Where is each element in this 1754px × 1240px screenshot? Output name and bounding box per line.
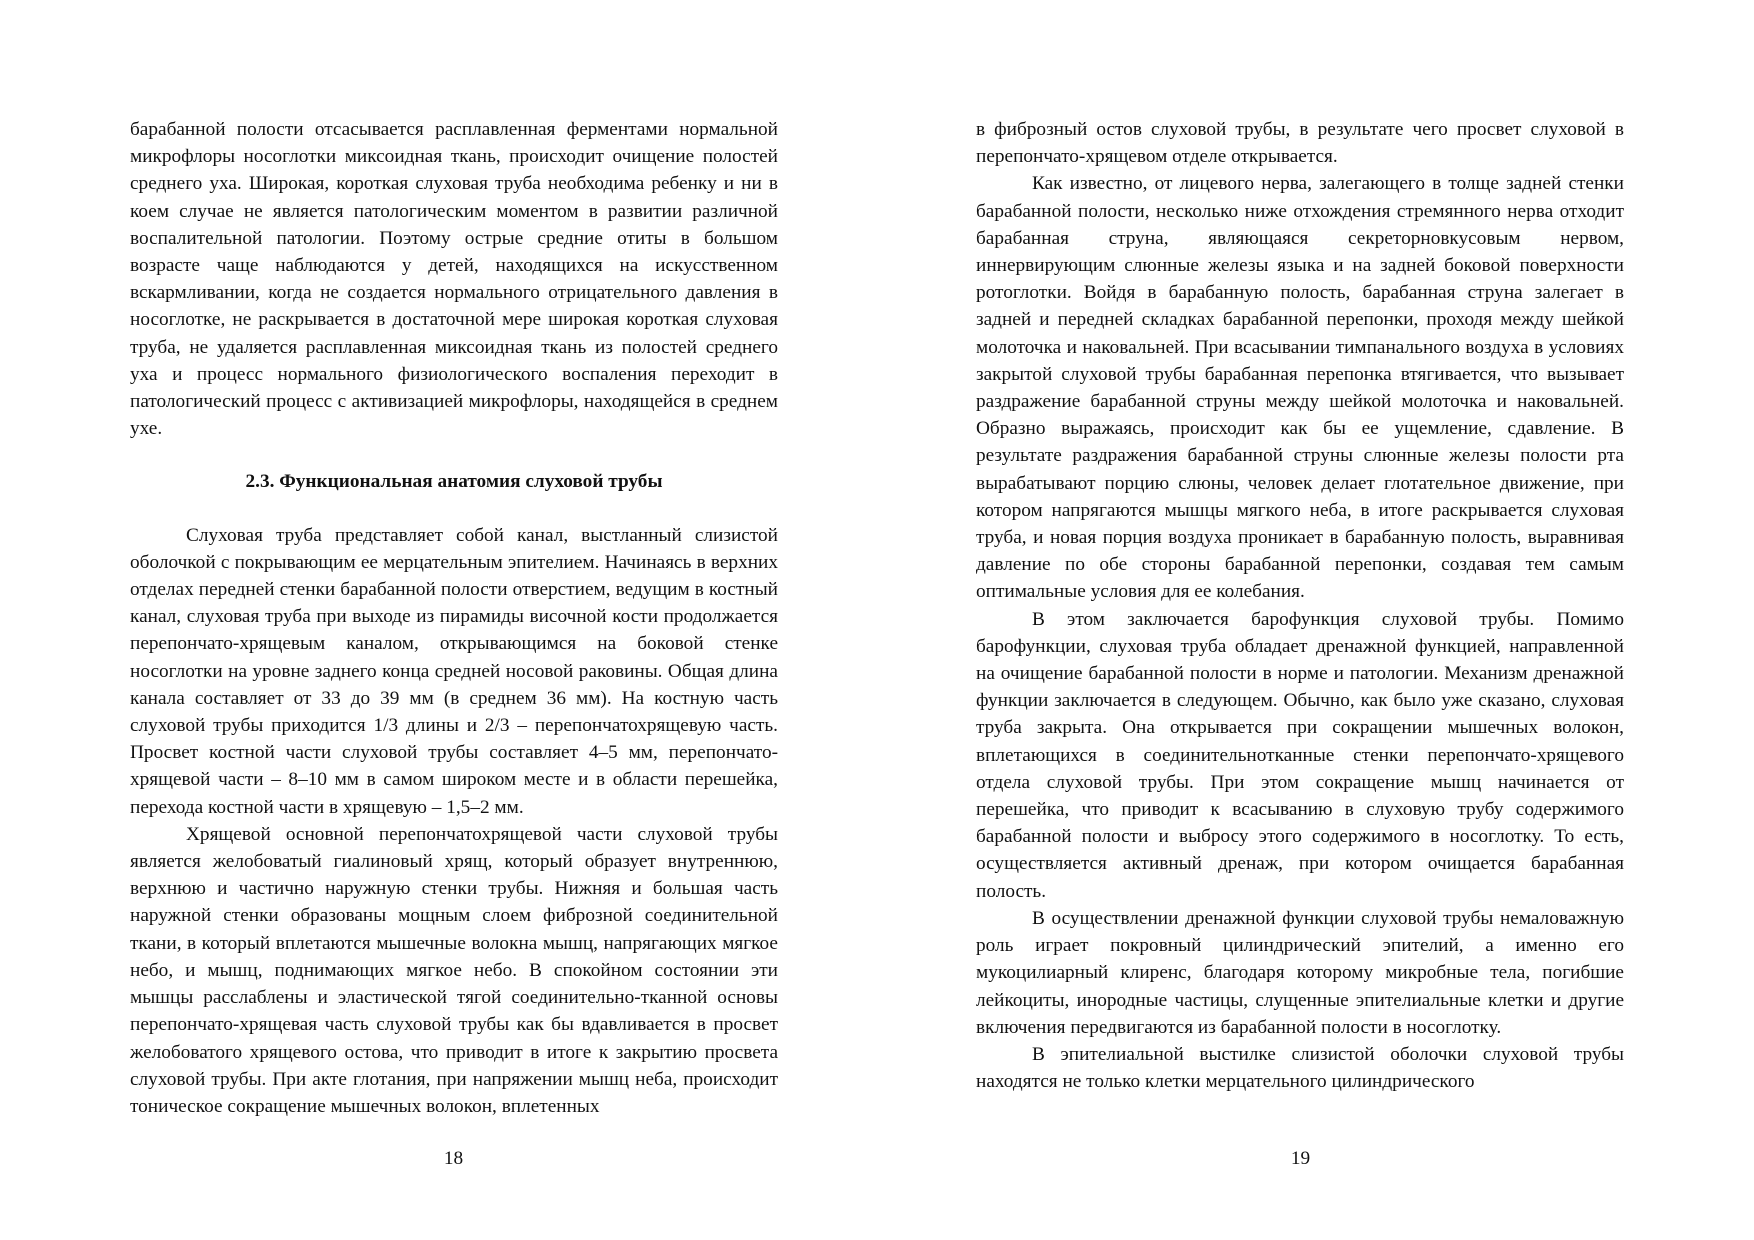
right-paragraph-4: В осуществлении дренажной функции слуховой трубы немаловажную роль играет покровный цилиндрический эпителий, а именно его мукоцилиарный клиренс, благодаря которому микробные тела, погибшие лейкоциты, инородные частицы, слущенные эпителиальные клетки и другие включения передвигаются из барабанной полости в носоглотку. <box>976 907 1624 1038</box>
right-paragraph-5: В эпителиальной выстилке слизистой оболочки слуховой трубы находятся не только клетки мерцательного цилиндрического <box>976 1043 1624 1093</box>
left-paragraph-2: Слуховая труба представляет собой канал, выстланный слизистой оболочкой с покрывающим ее мерцательным эпителием. Начинаясь в верхних отделах передней стенки барабанной полости отверстием, ведущим в костный канал, слуховая труба при выходе из пирамиды височной кости продолжается перепончато-хрящевым каналом, открывающимся на боковой стенке носоглотки на уровне заднего конца средней носовой раковины. Общая длина канала составляет от 33 до 39 мм (в среднем 36 мм). На костную часть слуховой трубы приходится 1/3 длины и 2/3 – перепончатохрящевую часть. Просвет костной части слуховой трубы составляет 4–5 мм, перепончато-хрящевой части – 8–10 мм в самом широком месте и в области перешейка, перехода костной части в хрящевую – 1,5–2 мм. <box>130 524 778 818</box>
left-page-body <box>130 116 778 1120</box>
right-paragraph-2: Как известно, от лицевого нерва, залегающего в толще задней стенки барабанной полости, несколько ниже отхождения стремянного нерва отходит барабанная струна, являющаяся секреторновкусовым нервом, иннервирующим слюнные железы языка и на задней боковой поверхности ротоглотки. Войдя в барабанную полость, барабанная струна залегает в задней и передней складках барабанной перепонки, проходя между шейкой молоточка и наковальней. При всасывании тимпанального воздуха в условиях закрытой слуховой трубы барабанная перепонка втягивается, что вызывает раздражение барабанной струны между шейкой молоточка и наковальней. Образно выражаясь, происходит как бы ее ущемление, сдавление. В результате раздражения барабанной струны слюнные железы полости рта вырабатывают порцию слюны, человек делает глотательное движение, при котором напрягаются мышцы мягкого неба, в итоге раскрывается слуховая труба, и новая порция воздуха проникает в барабанную полость, выравнивая давление по обе стороны барабанной перепонки, создавая тем самым оптимальные условия для ее колебания. <box>976 173 1624 603</box>
right-paragraph-1: в фиброзный остов слуховой трубы, в результате чего просвет слуховой в перепончато-хрящевом отделе открывается. <box>976 119 1624 168</box>
right-page <box>877 0 1754 1240</box>
page-number-left: 18 <box>443 1148 464 1169</box>
page-number-right: 19 <box>1290 1148 1311 1169</box>
section-heading: 2.3. Функциональная анатомия слуховой трубы <box>245 471 663 493</box>
right-paragraph-3: В этом заключается барофункция слуховой трубы. Помимо барофункции, слуховая труба обладает дренажной функцией, направленной на очищение барабанной полости в норме и патологии. Механизм дренажной функции заключается в следующем. Обычно, как было уже сказано, слуховая труба закрыта. Она открывается при сокращении мышечных волокон, вплетающихся в соединительнотканные стенки перепончато-хрящевого отдела слуховой трубы. При этом сокращение мышц начинается от перешейка, что приводит к всасыванию в слуховую трубу содержимого барабанной полости и выбросу этого содержимого в носоглотку. То есть, осуществляется активный дренаж, при котором очищается барабанная полость. <box>976 608 1624 902</box>
left-paragraph-3: Хрящевой основной перепончатохрящевой части слуховой трубы является желобоватый гиалиновый хрящ, который образует внутреннюю, верхнюю и частично наружную стенки трубы. Нижняя и большая часть наружной стенки образованы мощным слоем фиброзной соединительной ткани, в который вплетаются мышечные волокна мышц, напрягающих мягкое небо, и мышц, поднимающих мягкое небо. В спокойном состоянии эти мышцы расслаблены и эластической тягой соединительно-тканной основы перепончато-хрящевая часть слуховой трубы как бы вдавливается в просвет желобоватого хрящевого остова, что приводит в итоге к закрытию просвета слуховой трубы. При акте глотания, при напряжении мышц неба, происходит тоническое сокращение мышечных волокон, вплетенных <box>130 823 778 1117</box>
left-paragraph-1: барабанной полости отсасывается расплавленная ферментами нормальной микрофлоры носоглотки миксоидная ткань, происходит очищение полостей среднего уха. Широкая, короткая слуховая труба необходима ребенку и ни в коем случае не является патологическим моментом в развитии различной воспалительной патологии. Поэтому острые средние отиты в большом возрасте чаще наблюдаются у детей, находящихся на искусственном вскармливании, когда не создается нормального отрицательного давления в носоглотке, не раскрывается в достаточной мере широкая короткая слуховая труба, не удаляется расплавленная миксоидная ткань из полостей среднего уха и процесс нормального физиологического воспаления переходит в патологический процесс с активизацией микрофлоры, находящейся в среднем ухе. <box>130 119 778 440</box>
right-page-body <box>976 116 1624 1095</box>
